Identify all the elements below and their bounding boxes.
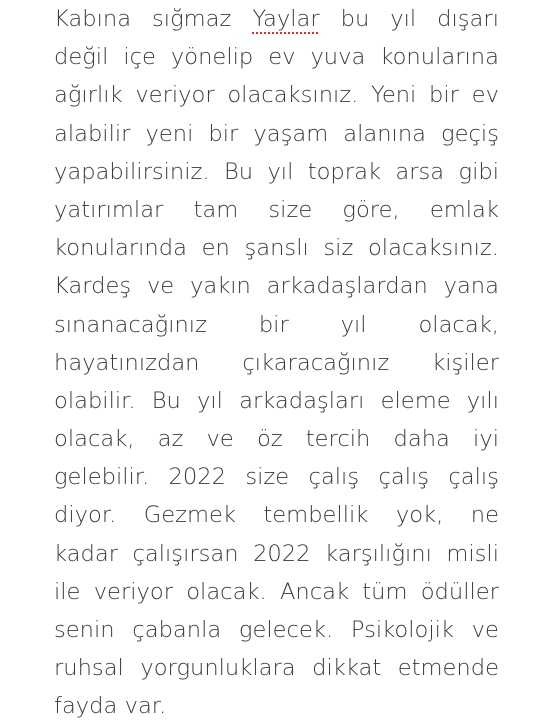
text-line [54,115,499,153]
text-line [54,344,499,382]
word: alabilir [54,120,131,147]
misspelled-word[interactable]: Yaylar [252,6,320,32]
text-line [54,267,499,305]
word: göre, [342,196,400,223]
word: olacak, [418,311,499,338]
word: tercih [305,426,371,453]
word: veriyor [93,578,174,605]
word: yıl [267,158,294,185]
word: konularında [54,235,187,262]
text-line [54,306,499,344]
word: tüm [362,578,408,605]
word: sığmaz [152,6,232,32]
word: en [201,235,230,262]
word: olacak, [54,426,135,453]
word: yana [443,273,499,300]
word: yeni [145,120,194,147]
word: gelebilir. [54,464,150,491]
word: gibi [458,158,499,185]
word: ne [470,502,499,529]
word: gelecek. [238,617,334,643]
text-line [54,0,499,38]
word: çalış [378,464,430,491]
word: yapabilirsiniz. [54,158,210,185]
word: ağırlık [54,82,123,109]
word: az [157,426,184,453]
word: içe [123,44,156,71]
word: kişiler [432,349,499,376]
word: yuva [310,44,366,71]
text-line [54,535,499,573]
text-line [54,420,499,458]
word: 2022 [253,540,311,567]
text-line [54,458,499,496]
text-line [54,229,499,267]
word: yatırımlar [54,196,164,223]
word: konularına [380,44,499,71]
word: çıkaracağınız [242,349,390,376]
word: size [245,464,290,491]
word: fayda [54,693,118,720]
word: var. [124,693,167,720]
word: Ancak [279,578,350,605]
word: olacak. [186,578,267,605]
word: Kabına [54,6,132,32]
word: diyor. [54,502,117,529]
word: şanslı [244,235,309,262]
word: Kardeş [54,273,132,300]
word: eleme [380,387,451,414]
word: bir [208,120,239,147]
word: ödüller [420,578,499,605]
word: siz [323,235,354,262]
word: arkadaşları [239,387,365,414]
word: veriyor [135,82,215,109]
text-line [54,76,499,114]
word: ve [146,273,175,300]
word: ile [54,578,81,605]
word: 2022 [168,464,227,491]
word: öz [256,426,283,453]
word: Gezmek [143,502,236,529]
word: bir [429,82,459,109]
word: Bu [151,387,181,414]
word: size [268,196,313,223]
word: tembellik [263,502,369,529]
word: emlak [429,196,499,223]
word: çalış [448,464,499,491]
word: Yeni [371,82,417,109]
word: arsa [395,158,445,185]
word: dikkat [312,655,382,682]
word: bu [340,6,370,32]
word: ruhsal [54,655,124,682]
word: ve [206,426,234,453]
word: yok, [395,502,444,529]
word: yaşam [253,120,329,147]
text-line [54,153,499,191]
word: alanına [343,120,426,147]
word: kadar [54,540,119,567]
word: olacaksınız. [227,82,359,109]
word: etmende [397,655,499,682]
word: ve [471,617,499,643]
word: çalış [308,464,360,491]
word: olabilir. [54,387,136,414]
word: değil [54,44,109,71]
word: Bu [223,158,254,185]
word: yılı [466,387,499,414]
word: dışarı [437,6,499,32]
word: ev [268,44,296,71]
text-line [54,191,499,229]
text-line [54,611,499,649]
word: yıl [197,387,223,414]
word: çabanla [132,617,222,643]
word: yıl [340,311,367,338]
text-line [54,649,499,687]
word: misli [446,540,499,567]
word: toprak [307,158,381,185]
word: yorgunluklara [140,655,296,682]
word: tam [193,196,239,223]
word: çalışırsan [132,540,239,567]
word: senin [54,617,115,643]
text-line [54,573,499,611]
word: hayatınızdan [54,349,200,376]
text-line [54,687,499,720]
word: olacaksınız. [367,235,499,262]
word: bir [258,311,289,338]
word: yıl [390,6,417,32]
text-line [54,38,499,76]
word: karşılığını [325,540,432,567]
article-body [54,0,499,720]
word: yakın [189,273,251,300]
word: arkadaşlardan [266,273,428,300]
word: Psikolojik [350,617,454,643]
word: sınanacağınız [54,311,207,338]
word: geçiş [441,120,499,147]
text-line [54,382,499,420]
word: daha [393,426,450,453]
word: iyi [473,426,499,453]
word: ev [471,82,499,109]
text-line [54,496,499,534]
word: yönelip [170,44,254,71]
